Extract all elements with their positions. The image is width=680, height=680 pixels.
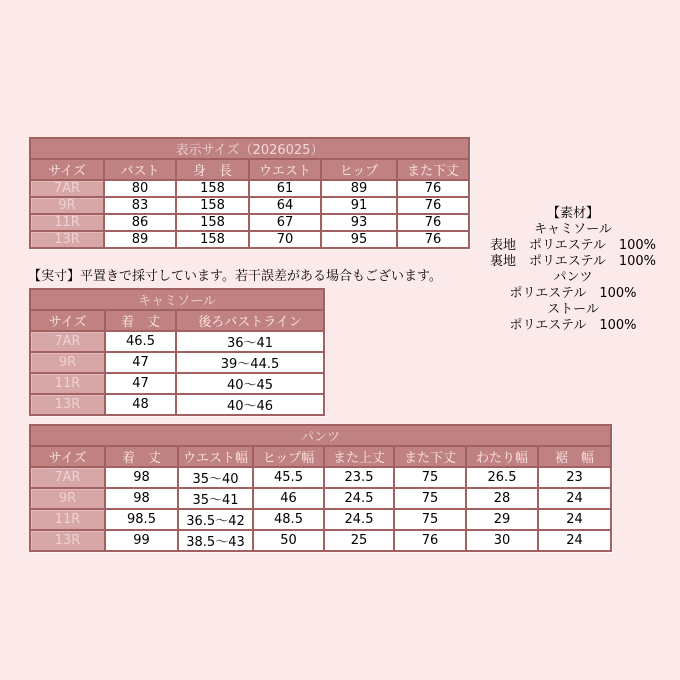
- measurement-cell: 89: [104, 231, 176, 248]
- column-header: ウエスト幅: [178, 446, 253, 467]
- display-size-table-title: 表示サイズ（2026025）: [30, 138, 469, 159]
- table-body: [30, 180, 469, 248]
- measurement-cell: 23: [538, 467, 611, 488]
- material-line: ポリエステル 100%: [509, 318, 637, 333]
- measurement-cell: 93: [321, 214, 397, 231]
- measurement-cell: 40～45: [176, 373, 324, 394]
- measurement-cell: 30: [466, 530, 538, 551]
- measurement-cell: 28: [466, 488, 538, 509]
- camisole-table-head: [30, 289, 324, 331]
- measurement-cell: 80: [104, 180, 176, 197]
- measurement-cell: 83: [104, 197, 176, 214]
- measurement-cell: 24.5: [324, 488, 394, 509]
- column-header: サイズ: [30, 446, 105, 467]
- measurement-cell: 35～40: [178, 467, 253, 488]
- measurement-cell: 75: [394, 467, 466, 488]
- pants-table-head: [30, 425, 611, 467]
- measurement-cell: 61: [249, 180, 321, 197]
- table-row: [30, 488, 611, 509]
- table-row: [30, 394, 324, 415]
- column-header: 身 長: [176, 159, 249, 180]
- measurement-cell: 39～44.5: [176, 352, 324, 373]
- measurement-cell: 46.5: [105, 331, 176, 352]
- column-header: サイズ: [30, 310, 105, 331]
- measurement-cell: 76: [397, 197, 469, 214]
- table-row: [30, 180, 469, 197]
- measurement-cell: 70: [249, 231, 321, 248]
- table-row: [30, 509, 611, 530]
- measurement-cell: 48: [105, 394, 176, 415]
- display-size-table: [29, 137, 470, 249]
- table-row: [30, 373, 324, 394]
- measurement-cell: 36.5～42: [178, 509, 253, 530]
- measurement-cell: 86: [104, 214, 176, 231]
- table-row: [30, 331, 324, 352]
- measurement-cell: 158: [176, 231, 249, 248]
- column-header: また下丈: [394, 446, 466, 467]
- column-header: わたり幅: [466, 446, 538, 467]
- column-header: ヒップ幅: [253, 446, 324, 467]
- measurement-cell: 50: [253, 530, 324, 551]
- measurement-cell: 26.5: [466, 467, 538, 488]
- measurement-cell: 35～41: [178, 488, 253, 509]
- measurement-cell: 67: [249, 214, 321, 231]
- measurement-cell: 40～46: [176, 394, 324, 415]
- table-header-row: [30, 159, 469, 180]
- column-header: バスト: [104, 159, 176, 180]
- measurement-cell: 89: [321, 180, 397, 197]
- measurement-cell: 38.5～43: [178, 530, 253, 551]
- row-size-label: 9R: [30, 488, 105, 509]
- material-title: 【素材】: [546, 206, 599, 221]
- column-header: 着 丈: [105, 446, 178, 467]
- measurement-cell: 47: [105, 352, 176, 373]
- display-size-table-head: [30, 138, 469, 180]
- measurement-note: 【実寸】平置きで採寸しています。若干誤差がある場合もございます。: [28, 269, 442, 284]
- measurement-cell: 47: [105, 373, 176, 394]
- row-size-label: 9R: [30, 352, 105, 373]
- measurement-cell: 75: [394, 488, 466, 509]
- table-header-row: [30, 446, 611, 467]
- measurement-cell: 45.5: [253, 467, 324, 488]
- measurement-cell: 98: [105, 488, 178, 509]
- measurement-cell: 76: [397, 180, 469, 197]
- measurement-cell: 158: [176, 180, 249, 197]
- camisole-table: [29, 288, 325, 416]
- table-row: [30, 530, 611, 551]
- measurement-cell: 36～41: [176, 331, 324, 352]
- table-header-row: [30, 310, 324, 331]
- table-body: [30, 331, 324, 415]
- row-size-label: 7AR: [30, 180, 104, 197]
- measurement-cell: 24: [538, 509, 611, 530]
- column-header: 着 丈: [105, 310, 176, 331]
- measurement-cell: 95: [321, 231, 397, 248]
- column-header: また上丈: [324, 446, 394, 467]
- measurement-cell: 76: [397, 214, 469, 231]
- row-size-label: 7AR: [30, 467, 105, 488]
- column-header: また下丈: [397, 159, 469, 180]
- table-row: [30, 231, 469, 248]
- measurement-cell: 24: [538, 488, 611, 509]
- table-row: [30, 197, 469, 214]
- measurement-cell: 64: [249, 197, 321, 214]
- material-line: 表地 ポリエステル 100%: [490, 238, 656, 253]
- measurement-cell: 91: [321, 197, 397, 214]
- material-line: ストール: [547, 302, 599, 317]
- table-title-row: [30, 425, 611, 446]
- measurement-cell: 76: [397, 231, 469, 248]
- material-line: パンツ: [553, 270, 593, 285]
- table-row: [30, 214, 469, 231]
- column-header: ヒップ: [321, 159, 397, 180]
- measurement-cell: 24: [538, 530, 611, 551]
- row-size-label: 9R: [30, 197, 104, 214]
- row-size-label: 13R: [30, 231, 104, 248]
- measurement-cell: 24.5: [324, 509, 394, 530]
- row-size-label: 13R: [30, 530, 105, 551]
- row-size-label: 11R: [30, 373, 105, 394]
- measurement-cell: 158: [176, 214, 249, 231]
- measurement-cell: 99: [105, 530, 178, 551]
- measurement-cell: 23.5: [324, 467, 394, 488]
- measurement-cell: 98.5: [105, 509, 178, 530]
- column-header: サイズ: [30, 159, 104, 180]
- material-line: 裏地 ポリエステル 100%: [490, 254, 656, 269]
- material-line: キャミソール: [534, 222, 612, 237]
- row-size-label: 13R: [30, 394, 105, 415]
- column-header: 後ろバストライン: [176, 310, 324, 331]
- measurement-cell: 98: [105, 467, 178, 488]
- table-title-row: [30, 138, 469, 159]
- measurement-cell: 25: [324, 530, 394, 551]
- pants-table-title: パンツ: [30, 425, 611, 446]
- material-info-block: [473, 206, 673, 334]
- measurement-cell: 46: [253, 488, 324, 509]
- table-row: [30, 467, 611, 488]
- table-title-row: [30, 289, 324, 310]
- table-body: [30, 467, 611, 551]
- measurement-cell: 48.5: [253, 509, 324, 530]
- table-row: [30, 352, 324, 373]
- measurement-cell: 75: [394, 509, 466, 530]
- column-header: ウエスト: [249, 159, 321, 180]
- measurement-cell: 76: [394, 530, 466, 551]
- row-size-label: 11R: [30, 214, 104, 231]
- camisole-table-title: キャミソール: [30, 289, 324, 310]
- pants-table: [29, 424, 612, 552]
- row-size-label: 11R: [30, 509, 105, 530]
- measurement-cell: 158: [176, 197, 249, 214]
- material-line: ポリエステル 100%: [509, 286, 637, 301]
- column-header: 裾 幅: [538, 446, 611, 467]
- measurement-cell: 29: [466, 509, 538, 530]
- row-size-label: 7AR: [30, 331, 105, 352]
